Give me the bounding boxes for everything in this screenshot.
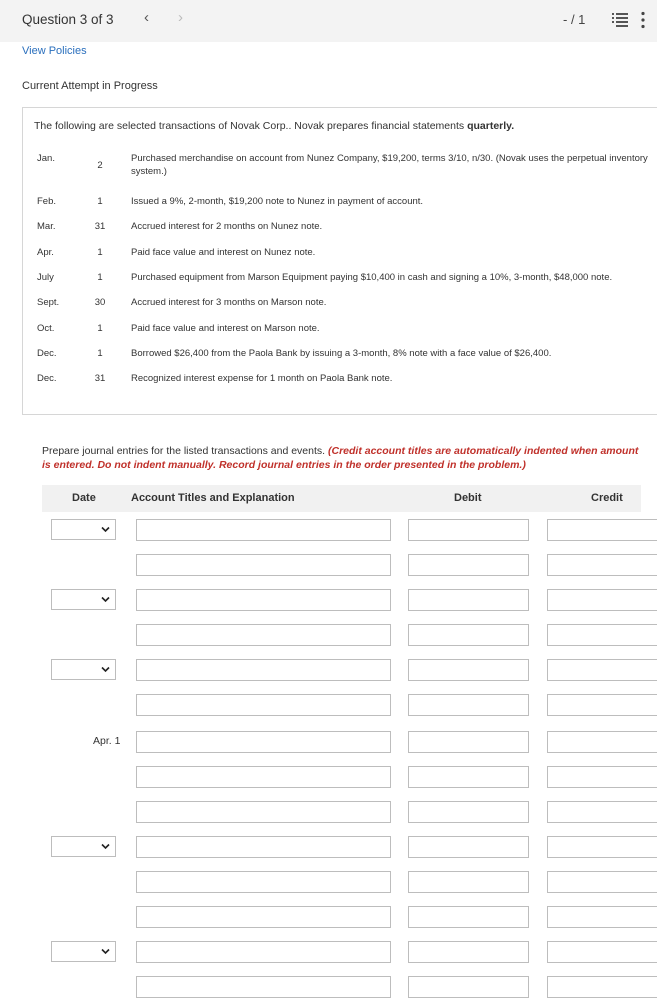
- transaction-day: 1: [97, 348, 103, 359]
- debit-input[interactable]: [408, 871, 529, 893]
- fixed-date-label: Apr. 1: [93, 735, 121, 747]
- debit-input[interactable]: [408, 731, 529, 753]
- credit-input[interactable]: [547, 624, 657, 646]
- transaction-row: [37, 195, 657, 221]
- debit-input[interactable]: [408, 554, 529, 576]
- chevron-left-icon[interactable]: ‹: [144, 9, 149, 26]
- more-vertical-icon[interactable]: [640, 11, 646, 29]
- debit-input[interactable]: [408, 976, 529, 998]
- transaction-row: [37, 246, 657, 272]
- transaction-day: 31: [94, 221, 106, 232]
- credit-input[interactable]: [547, 554, 657, 576]
- account-input[interactable]: [136, 801, 391, 823]
- transaction-month: Jan.: [37, 153, 55, 164]
- debit-input[interactable]: [408, 624, 529, 646]
- credit-input[interactable]: [547, 906, 657, 928]
- instructions-plain: Prepare journal entries for the listed transactions and events.: [42, 445, 328, 457]
- account-input[interactable]: [136, 766, 391, 788]
- account-input[interactable]: [136, 624, 391, 646]
- transaction-description: Recognized interest expense for 1 month on Paola Bank note.: [131, 373, 393, 384]
- transaction-day: 31: [94, 373, 106, 384]
- transaction-day: 1: [97, 196, 103, 207]
- chevron-right-icon[interactable]: ›: [178, 9, 183, 26]
- transaction-month: Feb.: [37, 196, 57, 207]
- debit-input[interactable]: [408, 589, 529, 611]
- date-select[interactable]: [51, 836, 116, 857]
- debit-input[interactable]: [408, 694, 529, 716]
- debit-header: Debit: [454, 492, 482, 504]
- debit-input[interactable]: [408, 659, 529, 681]
- chevron-down-icon: [101, 525, 110, 534]
- credit-input[interactable]: [547, 871, 657, 893]
- credit-input[interactable]: [547, 836, 657, 858]
- credit-input[interactable]: [547, 976, 657, 998]
- instructions: [42, 444, 642, 472]
- date-select[interactable]: [51, 941, 116, 962]
- transaction-description: Borrowed $26,400 from the Paola Bank by issuing a 3-month, 8% note with a face value of $26,400.: [131, 348, 552, 359]
- top-bar: [0, 0, 657, 42]
- transaction-day: 2: [97, 160, 103, 171]
- transaction-row: [37, 152, 657, 178]
- score-display: - / 1: [563, 12, 586, 27]
- chevron-down-icon: [101, 595, 110, 604]
- transaction-month: Oct.: [37, 323, 55, 334]
- debit-input[interactable]: [408, 836, 529, 858]
- instructions-emphasis: (Credit account titles are automatically indented when amount is entered. Do not indent manually. Record journal entries in the order presented in the problem.): [42, 445, 639, 471]
- account-input[interactable]: [136, 554, 391, 576]
- debit-input[interactable]: [408, 801, 529, 823]
- transaction-description: Paid face value and interest on Marson note.: [131, 323, 320, 334]
- view-policies-link[interactable]: View Policies: [22, 45, 87, 57]
- transaction-month: Apr.: [37, 247, 54, 258]
- transaction-row: [37, 271, 657, 297]
- list-icon[interactable]: [612, 13, 628, 27]
- account-input[interactable]: [136, 836, 391, 858]
- journal-header: [42, 485, 641, 512]
- attempt-status: Current Attempt in Progress: [22, 80, 158, 92]
- chevron-down-icon: [101, 842, 110, 851]
- transaction-description: Purchased merchandise on account from Nunez Company, $19,200, terms 3/10, n/30. (Novak uses the perpetual inventory system.): [131, 153, 648, 177]
- credit-input[interactable]: [547, 766, 657, 788]
- account-input[interactable]: [136, 589, 391, 611]
- transaction-description: Purchased equipment from Marson Equipment paying $10,400 in cash and signing a 10%, 3-month, $48,000 note.: [131, 272, 613, 283]
- date-select[interactable]: [51, 659, 116, 680]
- date-select[interactable]: [51, 589, 116, 610]
- transaction-description: Issued a 9%, 2-month, $19,200 note to Nunez in payment of account.: [131, 196, 424, 207]
- credit-header: Credit: [591, 492, 623, 504]
- credit-input[interactable]: [547, 659, 657, 681]
- account-input[interactable]: [136, 519, 391, 541]
- chevron-down-icon: [101, 947, 110, 956]
- transaction-month: Mar.: [37, 221, 56, 232]
- credit-input[interactable]: [547, 519, 657, 541]
- debit-input[interactable]: [408, 766, 529, 788]
- account-input[interactable]: [136, 906, 391, 928]
- debit-input[interactable]: [408, 519, 529, 541]
- debit-input[interactable]: [408, 941, 529, 963]
- transaction-row: [37, 296, 657, 322]
- transaction-row: [37, 322, 657, 348]
- transaction-day: 30: [94, 297, 106, 308]
- transaction-day: 1: [97, 323, 103, 334]
- account-header: Account Titles and Explanation: [131, 492, 295, 504]
- credit-input[interactable]: [547, 694, 657, 716]
- credit-input[interactable]: [547, 589, 657, 611]
- transaction-description: Paid face value and interest on Nunez note.: [131, 247, 316, 258]
- transaction-month: Dec.: [37, 348, 57, 359]
- problem-intro: [34, 120, 514, 132]
- account-input[interactable]: [136, 941, 391, 963]
- intro-bold: quarterly.: [467, 120, 515, 132]
- account-input[interactable]: [136, 659, 391, 681]
- transaction-row: [37, 220, 657, 246]
- chevron-down-icon: [101, 665, 110, 674]
- transaction-day: 1: [97, 272, 103, 283]
- date-select[interactable]: [51, 519, 116, 540]
- transaction-row: [37, 347, 657, 373]
- transaction-month: Sept.: [37, 297, 60, 308]
- transaction-row: [37, 372, 657, 398]
- date-header: Date: [72, 492, 96, 504]
- question-label: Question 3 of 3: [22, 12, 114, 27]
- transaction-description: Accrued interest for 2 months on Nunez note.: [131, 221, 323, 232]
- credit-input[interactable]: [547, 941, 657, 963]
- account-input[interactable]: [136, 976, 391, 998]
- transaction-day: 1: [97, 247, 103, 258]
- credit-input[interactable]: [547, 801, 657, 823]
- account-input[interactable]: [136, 871, 391, 893]
- account-input[interactable]: [136, 694, 391, 716]
- intro-text: The following are selected transactions of Novak Corp.. Novak prepares financial statements: [34, 120, 468, 132]
- problem-box: [22, 107, 657, 415]
- credit-input[interactable]: [547, 731, 657, 753]
- account-input[interactable]: [136, 731, 391, 753]
- transaction-description: Accrued interest for 3 months on Marson note.: [131, 297, 327, 308]
- transaction-month: July: [37, 272, 54, 283]
- transaction-month: Dec.: [37, 373, 57, 384]
- debit-input[interactable]: [408, 906, 529, 928]
